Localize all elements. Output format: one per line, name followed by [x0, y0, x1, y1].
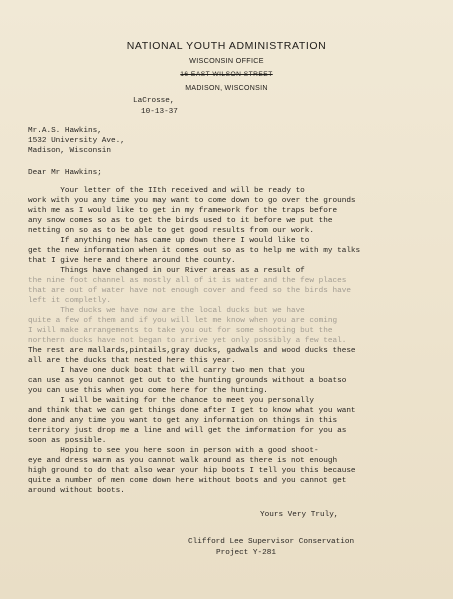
- body-line: If anything new has came up down there I would like to: [28, 237, 310, 245]
- body-line: territory just drop me a line and will get the imformation for you as: [28, 427, 347, 435]
- body-line: and think that we can get things done after I get to know what you want: [28, 407, 356, 415]
- body-line: I will be waiting for the chance to meet you personally: [28, 397, 315, 405]
- body-line: around without boots.: [28, 487, 125, 495]
- closing: Yours Very Truly,: [260, 511, 339, 519]
- body-line: that I give here and there around the county.: [28, 257, 236, 265]
- body-line: work with you any time you may want to come down to go over the grounds: [28, 197, 356, 205]
- body-line: I will make arrangements to take you out for some shooting but the: [28, 327, 333, 335]
- body-line: The rest are mallards,pintails,gray ducks, gadwals and wood ducks these: [28, 347, 356, 355]
- letterhead-org: NATIONAL YOUTH ADMINISTRATION: [126, 40, 327, 52]
- body-line: the nine foot channel as mostly all of it is water and the few places: [28, 277, 347, 285]
- body-line: that are out of water have not enough cover and feed so the birds have: [28, 287, 351, 295]
- place-line: LaCrosse,: [133, 97, 175, 105]
- body-line: quite a number of men come down here without boots and you cannot get: [28, 477, 347, 485]
- body-line: northern ducks have not began to arrive yet only possibly a few teal.: [28, 337, 347, 345]
- body-line: netting on so as to be able to get good results from our work.: [28, 227, 315, 235]
- signature-line-2: Project Y-281: [216, 549, 276, 557]
- body-line: The ducks we have now are the local ducks but we have: [28, 307, 305, 315]
- body-line: any snow comes so as to get the birds used to it before we put the: [28, 217, 333, 225]
- date-line: 10-13-37: [141, 108, 178, 116]
- body-line: done and any time you want to get any information on things in this: [28, 417, 338, 425]
- signature-line-1: Clifford Lee Supervisor Conservation: [188, 538, 355, 546]
- body-line: Things have changed in our River areas as a result of: [28, 267, 305, 275]
- recipient-city: Madison, Wisconsin: [28, 147, 112, 155]
- body-line: Hoping to see you here soon in person with a good shoot-: [28, 447, 319, 455]
- letterhead-struck-address: 16 EAST WILSON STREET: [180, 71, 273, 78]
- recipient-name: Mr.A.S. Hawkins,: [28, 127, 102, 135]
- body-line: you can use this when you come here for the hunting.: [28, 387, 268, 395]
- salutation: Dear Mr Hawkins;: [28, 169, 102, 177]
- body-line: left it completly.: [28, 297, 112, 305]
- body-line: with me as I would like to get in my framework for the traps before: [28, 207, 338, 215]
- body-line: I have one duck boat that will carry two men that you: [28, 367, 305, 375]
- letterhead-office: WISCONSIN OFFICE: [189, 56, 264, 65]
- recipient-street: 1532 University Ave.,: [28, 137, 125, 145]
- body-line: soon as possible.: [28, 437, 107, 445]
- body-line: high ground to do that also wear your hip boots I tell you this because: [28, 467, 356, 475]
- body-line: can use as you cannot get out to the hunting grounds without a boatso: [28, 377, 347, 385]
- body-line: quite a few of them and if you will let me know when you are coming: [28, 317, 338, 325]
- body-line: eye and dress warm as you cannot walk around as there is not enough: [28, 457, 338, 465]
- letterhead-city: MADISON, WISCONSIN: [185, 85, 268, 92]
- body-line: Your letter of the IIth received and will be ready to: [28, 187, 305, 195]
- body-line: all are the ducks that nested here this year.: [28, 357, 236, 365]
- body-line: get the new information when it comes out so as to help me with my talks: [28, 247, 361, 255]
